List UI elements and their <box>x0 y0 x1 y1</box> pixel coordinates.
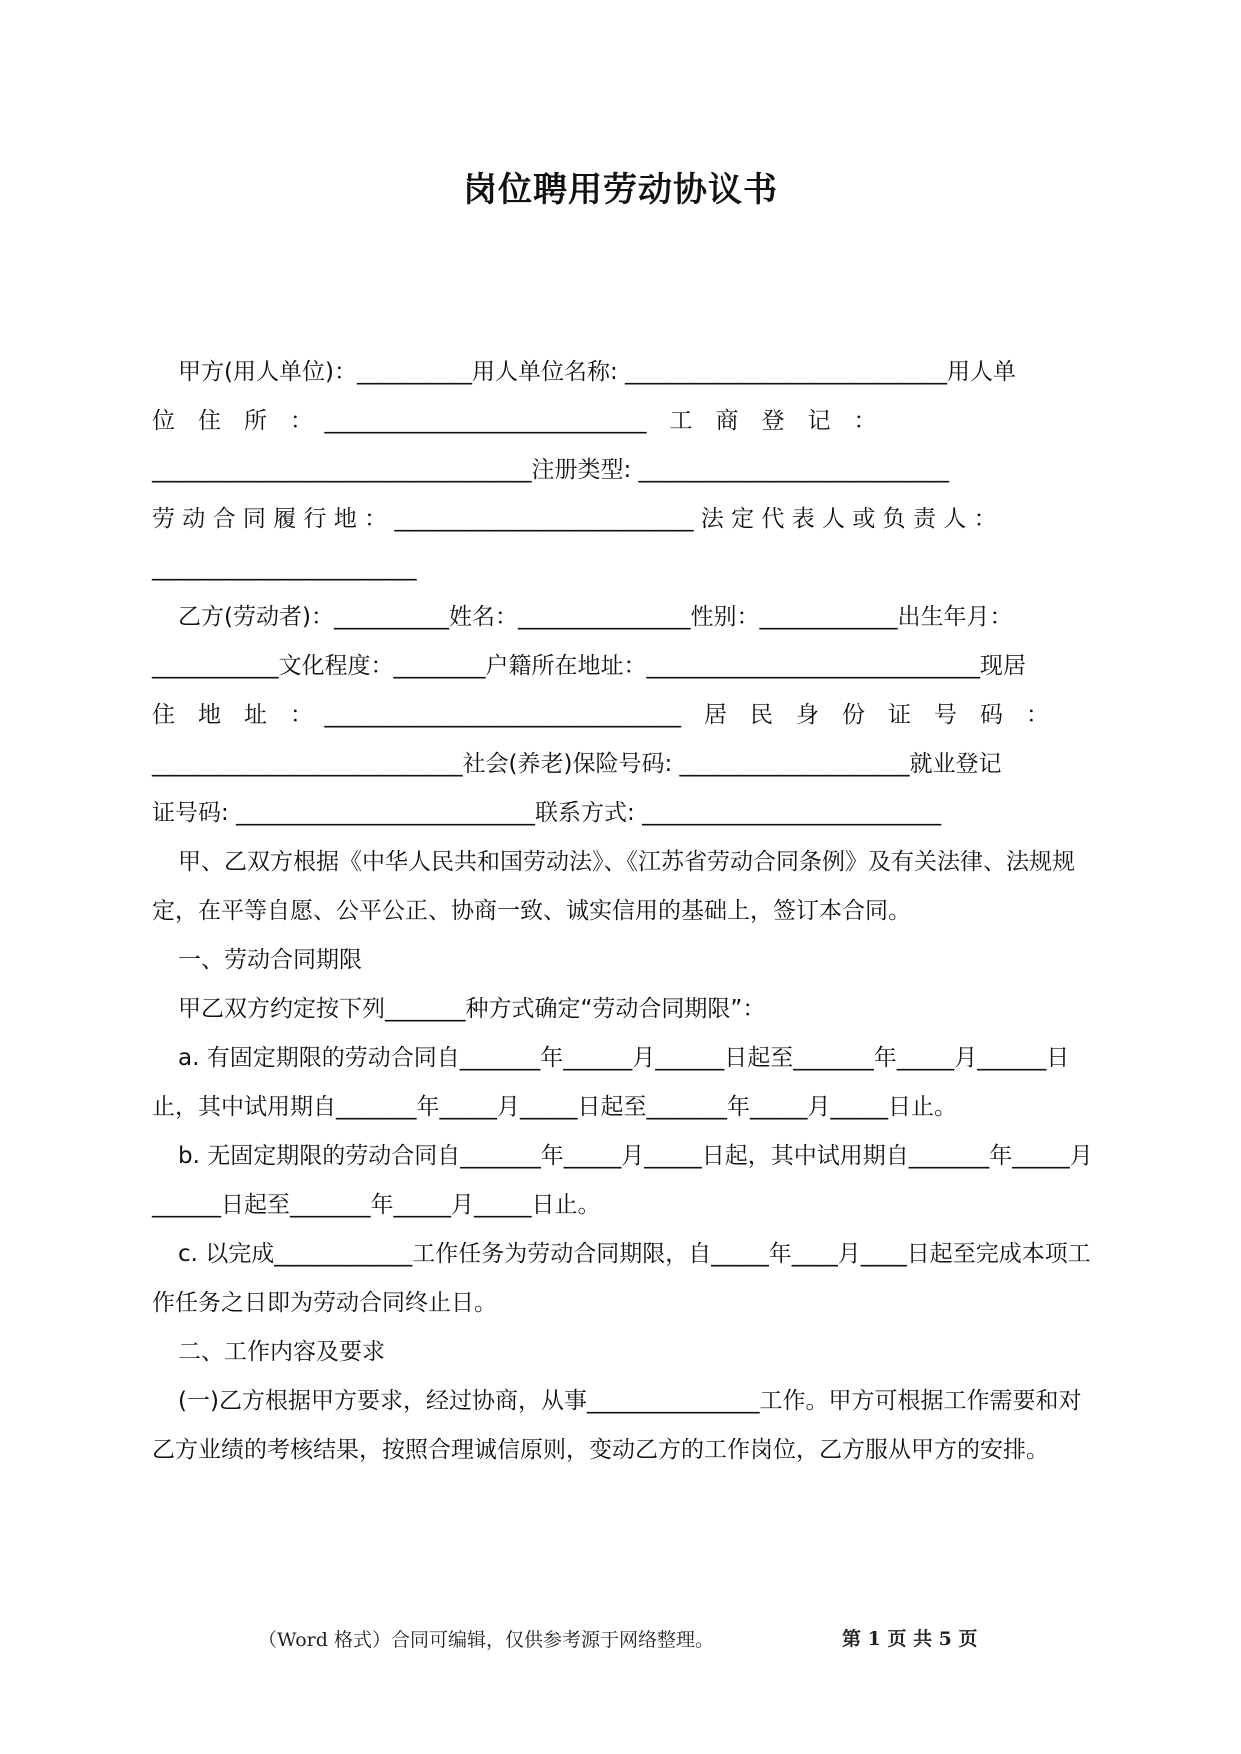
section-1-clause-a: a. 有固定期限的劳动合同自_______年______月______日起至_______年_____月______日止，其中试用期自_______年_____月_____日起至_______年_____月_____日止。 <box>152 1045 1070 1120</box>
party-b-line-4: ___________________________社会(养老)保险号码: ____________________就业登记 <box>152 751 1002 777</box>
party-b-line-1: 乙方(劳动者)：__________姓名：_______________性别：____________出生年月： <box>178 604 1013 630</box>
party-b-block <box>152 593 1097 838</box>
party-b-line-3: 住 地 址 ： _______________________________ 居 民 身 份 证 号 码 ： <box>152 702 1049 728</box>
footer-note: （Word 格式）合同可编辑，仅供参考源于网络整理。 <box>258 1629 714 1651</box>
section-1-clause-b: b. 无固定期限的劳动合同自_______年_____月_____日起，其中试用期自_______年_____月______日起至_______年_____月_____日止。 <box>152 1143 1093 1218</box>
document-title: 岗位聘用劳动协议书 <box>463 170 778 210</box>
party-b-line-2: ___________文化程度：________户籍所在地址：_____________________________现居 <box>152 653 1026 679</box>
party-a-line-2: 位 住 所 ： ____________________________ 工 商 登 记 ： <box>152 408 877 434</box>
party-a-line-5: _______________________ <box>152 555 417 581</box>
section-1-intro: 甲乙双方约定按下列_______种方式确定“劳动合同期限”： <box>178 996 766 1022</box>
section-2-heading: 二、工作内容及要求 <box>178 1339 385 1365</box>
party-a-line-1: 甲方(用人单位)：__________用人单位名称: ____________________________用人单 <box>178 359 1017 385</box>
party-a-line-4: 劳 动 合 同 履 行 地 ： __________________________ 法 定 代 表 人 或 负 责 人 ： <box>152 506 997 532</box>
preamble-paragraph: 甲、乙双方根据《中华人民共和国劳动法》、《江苏省劳动合同条例》及有关法律、法规规定，在平等自愿、公平公正、协商一致、诚实信用的基础上，签订本合同。 <box>152 849 1075 924</box>
document-body <box>152 348 1097 1475</box>
section-2-item-1: (一)乙方根据甲方要求，经过协商，从事_______________工作。甲方可根据工作需要和对乙方业绩的考核结果，按照合理诚信原则，变动乙方的工作岗位，乙方服从甲方的安排。 <box>152 1388 1082 1463</box>
section-1-clause-c: c. 以完成____________工作任务为劳动合同期限，自_____年____月____日起至完成本项工作任务之日即为劳动合同终止日。 <box>152 1241 1091 1316</box>
party-a-block <box>152 348 1097 593</box>
section-1-heading: 一、劳动合同期限 <box>178 947 362 973</box>
party-b-line-5: 证号码: __________________________联系方式: __________________________ <box>152 800 942 826</box>
party-a-line-3: _________________________________注册类型: ___________________________ <box>152 457 950 483</box>
page-number: 第 1 页 共 5 页 <box>842 1628 978 1650</box>
